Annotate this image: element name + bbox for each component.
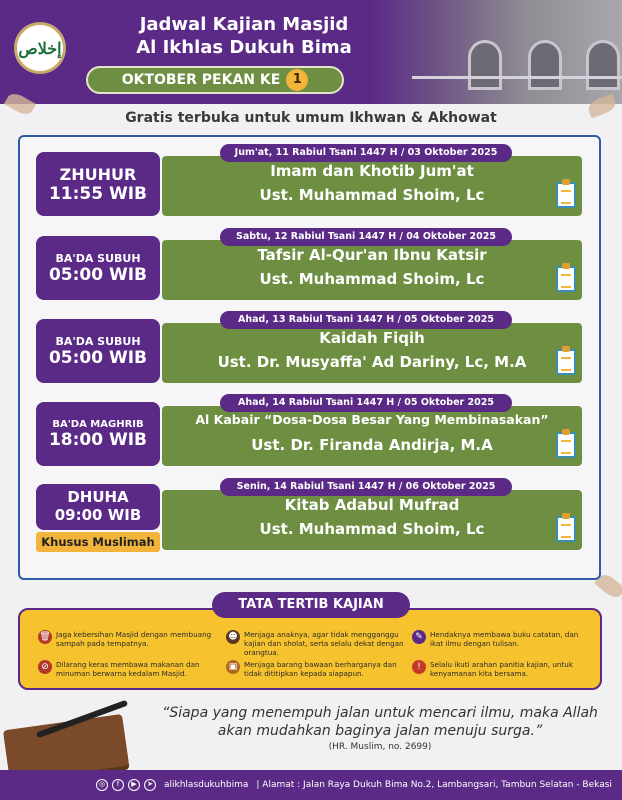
social-handle: alikhlasdukuhbima — [164, 780, 249, 790]
session-speaker: Ust. Muhammad Shoim, Lc — [259, 270, 485, 288]
rule-item — [412, 660, 592, 678]
time-value: 05:00 WIB — [48, 264, 148, 285]
session-card — [162, 156, 582, 216]
schedule-row — [36, 478, 582, 550]
rule-text: Jaga kebersihan Masjid dengan membuang sampah pada tempatnya. — [56, 630, 212, 648]
logo-text: إخلاص — [18, 38, 62, 58]
session-date: Jum'at, 11 Rabiul Tsani 1447 H / 03 Oktober 2025 — [220, 144, 512, 162]
rules-title: TATA TERTIB KAJIAN — [212, 592, 410, 618]
facebook-icon[interactable]: f — [112, 779, 124, 791]
header-banner — [0, 0, 622, 104]
family-icon: ☻ — [226, 630, 240, 644]
page-title-line2: Al Ikhlas Dukuh Bima — [136, 37, 352, 58]
rule-text: Dilarang keras membawa makanan dan minuman berwarna kedalam Masjid. — [56, 660, 200, 678]
page-title-line1: Jadwal Kajian Masjid — [139, 14, 349, 35]
session-speaker: Ust. Dr. Musyaffa' Ad Dariny, Lc, M.A — [217, 353, 527, 371]
trash-icon: 🗑 — [39, 632, 51, 642]
time-value: 05:00 WIB — [48, 347, 148, 368]
time-block — [36, 402, 160, 466]
session-speaker: Ust. Dr. Firanda Andirja, M.A — [251, 436, 493, 454]
session-speaker: Ust. Muhammad Shoim, Lc — [259, 520, 485, 538]
rule-item — [38, 630, 218, 648]
time-block — [36, 152, 160, 216]
session-speaker: Ust. Muhammad Shoim, Lc — [259, 186, 485, 204]
instagram-icon[interactable]: ◎ — [96, 779, 108, 791]
week-label: OKTOBER PEKAN KE — [121, 72, 281, 88]
session-topic: Kaidah Fiqih — [319, 329, 425, 347]
telegram-icon[interactable]: ➤ — [144, 779, 156, 791]
time-value: 11:55 WIB — [48, 183, 148, 204]
bag-icon: ▣ — [226, 660, 240, 674]
session-date: Sabtu, 12 Rabiul Tsani 1447 H / 04 Oktober 2025 — [220, 228, 512, 246]
clipboard-icon — [556, 266, 576, 292]
session-topic: Al Kabair “Dosa-Dosa Besar Yang Membinasakan” — [195, 412, 549, 427]
time-value: 18:00 WIB — [48, 429, 148, 450]
mosque-logo — [14, 22, 66, 74]
schedule-row — [36, 311, 582, 383]
rule-item — [226, 630, 406, 657]
book-icon: ✎ — [412, 630, 426, 644]
week-badge — [86, 66, 344, 94]
mosque-image — [372, 0, 622, 104]
hadith-quote: “Siapa yang menempuh jalan untuk mencari ilmu, maka Allah akan mudahkan baginya jalan menuju surga.” — [162, 705, 598, 739]
session-card — [162, 240, 582, 300]
audience-badge: Khusus Muslimah — [36, 532, 160, 552]
session-date: Ahad, 14 Rabiul Tsani 1447 H / 05 Oktober 2025 — [220, 394, 512, 412]
window-shape — [586, 40, 620, 90]
time-block — [36, 319, 160, 383]
session-card — [162, 406, 582, 466]
address-text: | Alamat : Jalan Raya Dukuh Bima No.2, Lambangsari, Tambun Selatan - Bekasi — [256, 780, 612, 790]
time-label: ZHUHUR — [59, 164, 137, 184]
window-shape — [528, 40, 562, 90]
schedule-row — [36, 228, 582, 300]
warning-icon: ! — [412, 660, 426, 674]
clipboard-icon — [556, 432, 576, 458]
clipboard-icon — [556, 516, 576, 542]
session-card — [162, 323, 582, 383]
youtube-icon[interactable]: ▶ — [128, 779, 140, 791]
schedule-row — [36, 144, 582, 216]
rule-text: Menjaga anaknya, agar tidak mengganggu kajian dan sholat, serta selalu dekat dengan orangtua. — [244, 630, 404, 657]
week-number: 1 — [286, 69, 308, 91]
rule-text: Selalu ikuti arahan panitia kajian, untuk kenyamanan kita bersama. — [430, 660, 574, 678]
time-value: 09:00 WIB — [54, 506, 142, 524]
hadith-source: (HR. Muslim, no. 2699) — [328, 742, 432, 752]
schedule-row — [36, 394, 582, 466]
balcony-rail — [412, 76, 622, 79]
time-label: BA'DA MAGHRIB — [52, 418, 144, 430]
rule-text: Menjaga barang bawaan berharganya dan tidak dititipkan kepada siapapun. — [244, 660, 397, 678]
session-topic: Kitab Adabul Mufrad — [284, 496, 460, 514]
session-topic: Tafsir Al-Qur'an Ibnu Katsir — [257, 246, 487, 264]
clipboard-icon — [556, 182, 576, 208]
window-shape — [468, 40, 502, 90]
session-topic: Imam dan Khotib Jum'at — [270, 162, 474, 180]
session-date: Senin, 14 Rabiul Tsani 1447 H / 06 Oktober 2025 — [220, 478, 512, 496]
time-label: BA'DA SUBUH — [55, 334, 141, 348]
clipboard-icon — [556, 349, 576, 375]
rule-item — [38, 660, 218, 678]
no-food-icon: ⊘ — [38, 660, 52, 674]
time-label: DHUHA — [67, 488, 129, 506]
time-block — [36, 236, 160, 300]
session-date: Ahad, 13 Rabiul Tsani 1447 H / 05 Oktober 2025 — [220, 311, 512, 329]
rule-item — [226, 660, 406, 678]
rule-text: Hendaknya membawa buku catatan, dan ikat ilmu dengan tulisan. — [430, 630, 579, 648]
time-block — [36, 484, 160, 530]
rule-item — [412, 630, 592, 648]
session-card — [162, 490, 582, 550]
time-label: BA'DA SUBUH — [55, 251, 141, 265]
footer-bar — [0, 770, 622, 800]
subtitle: Gratis terbuka untuk umum Ikhwan & Akhowat — [125, 110, 497, 126]
